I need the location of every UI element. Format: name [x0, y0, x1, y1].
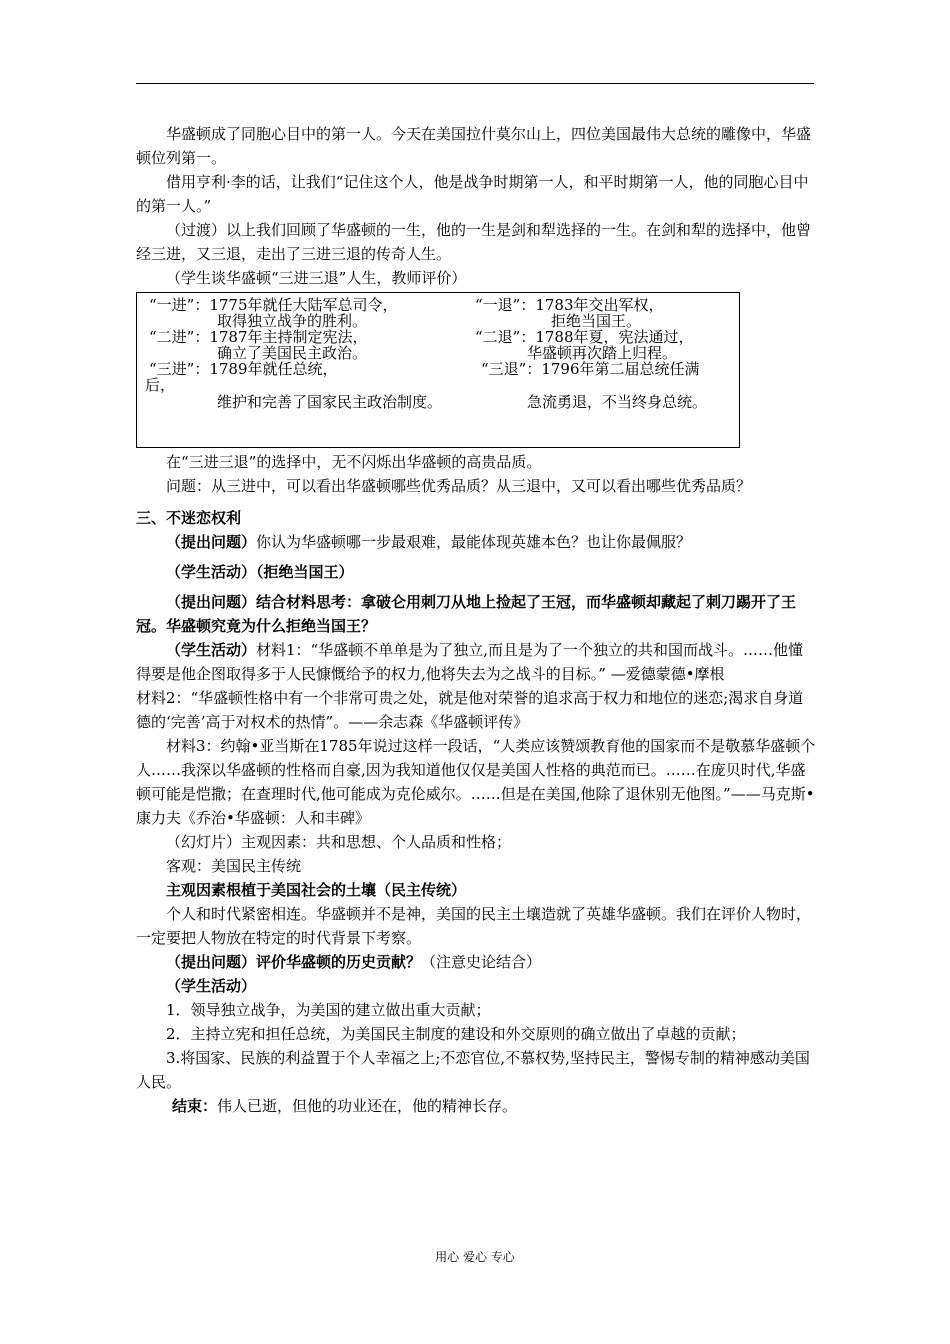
question-3-label: （提出问题）评价华盛顿的历史贡献？: [166, 953, 422, 971]
paragraph-4: （学生谈华盛顿“三进三退”人生，教师评价）: [166, 269, 467, 287]
student-activity-1: （学生活动）（拒绝当国王）: [166, 563, 354, 581]
paragraph-2: 借用亨利·李的话，让我们“记住这个人，他是战争时期第一人，和平时期第一人，他的同胞心目中的第一人。”: [136, 173, 809, 215]
question-2: [136, 590, 816, 638]
list-item-2: 2．主持立宪和担任总统，为美国民主制度的建设和外交原则的确立做出了卓越的贡献；: [166, 1025, 746, 1043]
student-activity-2: （学生活动）: [166, 977, 257, 995]
tui2-line2: 华盛顿再次踏上归程。: [527, 344, 678, 362]
paragraph-7: 个人和时代紧密相连。华盛顿并不是神，美国的民主土壤造就了英雄华盛顿。我们在评价人物时，一定要把人物放在特定的时代背景下考察。: [136, 905, 812, 947]
material-1-text: 材料1：“华盛顿不单单是为了独立,而且是为了一个独立的共和国而战斗。……他懂得要是他企图取得多于人民慷慨给予的权力,他将失去为之战斗的目标。” —爱德蒙德•摩根: [136, 641, 803, 683]
material-1-label: （学生活动）: [166, 641, 257, 659]
jin2-line1: “二进”：1787年主持制定宪法，: [149, 328, 368, 346]
tui1-line1: “一退”：1783年交出军权，: [475, 296, 664, 314]
jin1-line1: “一进”：1775年就任大陆军总司令，: [149, 296, 398, 314]
jin1-line2: 取得独立战争的胜利。: [217, 312, 368, 330]
material-1: [136, 638, 816, 686]
question-3-note: （注意史论结合）: [421, 953, 542, 971]
jin2-line2: 确立了美国民主政治。: [217, 344, 368, 362]
document-body: [136, 122, 816, 1118]
jin3-wrap: 后，: [145, 376, 176, 394]
material-2: 材料2：“华盛顿性格中有一个非常可贵之处，就是他对荣誉的追求高于权力和地位的迷恋;渴求自身道德的‘完善’高于对权术的热情”。——余志森《华盛顿评传》: [136, 689, 804, 731]
question-1-label: （提出问题）: [166, 533, 257, 551]
question-1-text: 你认为华盛顿哪一步最艰难，最能体现英雄本色？也让你最佩服？: [256, 533, 692, 551]
bold-statement: 主观因素根植于美国社会的土壤（民主传统）: [166, 881, 467, 899]
conclusion: [136, 1094, 816, 1118]
jin3-line1: “三进”：1789年就任总统，: [149, 360, 338, 378]
slide-line-2: 客观：美国民主传统: [166, 857, 302, 875]
list-item-1: 1．领导独立战争，为美国的建立做出重大贡献；: [166, 1001, 491, 1019]
three-advances-three-retreats-box: [136, 292, 740, 448]
question-3: [136, 950, 816, 974]
paragraph-1: 华盛顿成了同胞心目中的第一人。今天在美国拉什莫尔山上，四位美国最伟大总统的雕像中，华盛顿位列第一。: [136, 125, 812, 167]
slide-line-1: （幻灯片）主观因素：共和思想、个人品质和性格；: [166, 833, 512, 851]
conclusion-text: 伟人已逝，但他的功业还在，他的精神长存。: [217, 1097, 518, 1115]
material-3: 材料3：约翰•亚当斯在1785年说过这样一段话，“人类应该赞颂教育他的国家而不是敬慕华盛顿个人……我深以华盛顿的性格而自豪,因为我知道他仅仅是美国人性格的典范而已。……在庞贝时代,华盛顿可能是恺撒；在查理时代,他可能成为克伦威尔。……但是在美国,他除了退休别无他图。”——马克斯•康力夫《乔治•华盛顿：人和丰碑》: [136, 737, 816, 827]
paragraph-6: 问题：从三进中，可以看出华盛顿哪些优秀品质？从三退中，又可以看出哪些优秀品质？: [166, 477, 752, 495]
jin3-line2: 维护和完善了国家民主政治制度。: [217, 393, 443, 411]
list-item-3: 3.将国家、民族的利益置于个人幸福之上;不恋官位,不慕权势,坚持民主，警惕专制的精神感动美国人民。: [136, 1049, 810, 1091]
paragraph-5: 在“三进三退”的选择中，无不闪烁出华盛顿的高贵品质。: [166, 453, 542, 471]
tui2-line1: “二退”：1788年夏，宪法通过，: [475, 328, 694, 346]
tui3-line2: 急流勇退，不当终身总统。: [527, 393, 708, 411]
tui1-line2: 拒绝当国王。: [551, 312, 642, 330]
conclusion-label: 结束：: [172, 1097, 218, 1115]
paragraph-3: （过渡）以上我们回顾了华盛顿的一生，他的一生是剑和犁选择的一生。在剑和犁的选择中，他曾经三进，又三退，走出了三进三退的传奇人生。: [136, 221, 812, 263]
question-1: [136, 530, 816, 554]
section-heading: 三、不迷恋权利: [136, 509, 242, 527]
page-footer: 用心 爱心 专心: [435, 1250, 515, 1264]
question-2-text: 结合材料思考：拿破仑用刺刀从地上捡起了王冠，而华盛顿却藏起了刺刀踢开了王冠。华盛顿究竟为什么拒绝当国王？: [136, 593, 797, 635]
header-rule: [136, 83, 814, 84]
question-2-label: （提出问题）: [166, 593, 257, 611]
tui3-line1: “三退”：1796年第二届总统任满: [481, 360, 700, 378]
